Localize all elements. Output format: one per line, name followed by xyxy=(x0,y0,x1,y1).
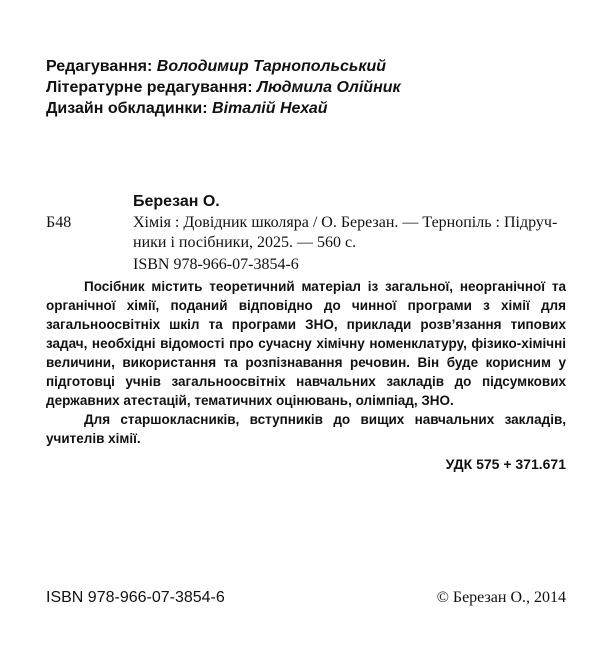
page-footer xyxy=(46,588,566,608)
record-isbn: ISBN 978-966-07-3854-6 xyxy=(133,256,299,273)
credit-role: Дизайн обкладинки: xyxy=(46,100,208,117)
credits-block xyxy=(46,56,566,119)
record-annotation xyxy=(46,277,566,448)
credit-role: Редагування: xyxy=(46,58,153,75)
record-title-line-2: ники і посібники, 2025. — 560 с. xyxy=(133,234,357,251)
record-author: Березан О. xyxy=(133,193,220,210)
credit-literary-editor xyxy=(46,77,566,98)
credit-cover-design xyxy=(46,98,566,119)
credit-name: Віталій Нехай xyxy=(212,100,328,117)
record-title-line-1: Хімія : Довідник школяра / О. Березан. — Тернопіль : Підруч- xyxy=(133,214,558,231)
annotation-paragraph-1: Посібник містить теоретичний матеріал із загальної, неорганічної та органічної хімії, поданий відповідно до чинної програми з хімії для загальноосвітніх шкіл та програми ЗНО, приклади розв’язання типових задач, необхідні відомості про сучасну хімічну номенклатуру, фізико-хімічні величини, використання та розпізнавання речовин. Він буде корисним у підготовці учнів загальноосвітніх навчальних закладів до підсумкових державних атестацій, тематичних оцінювань, олімпіад, ЗНО. xyxy=(46,279,566,408)
record-title xyxy=(133,213,566,253)
credit-editor xyxy=(46,56,566,77)
credit-role: Літературне редагування: xyxy=(46,79,253,96)
credit-name: Людмила Олійник xyxy=(257,79,401,96)
footer-copyright: © Березан О., 2014 xyxy=(436,589,566,606)
record-udk: УДК 575 + 371.671 xyxy=(445,456,566,472)
record-entry xyxy=(46,213,566,253)
credit-name: Володимир Тарнопольський xyxy=(156,58,387,75)
record-shelfmark: Б48 xyxy=(46,214,72,231)
catalog-record xyxy=(46,191,566,474)
annotation-paragraph-2: Для старшокласників, вступників до вищих навчальних закладів, учителів хімії. xyxy=(46,412,566,446)
footer-isbn: ISBN 978-966-07-3854-6 xyxy=(46,589,225,606)
